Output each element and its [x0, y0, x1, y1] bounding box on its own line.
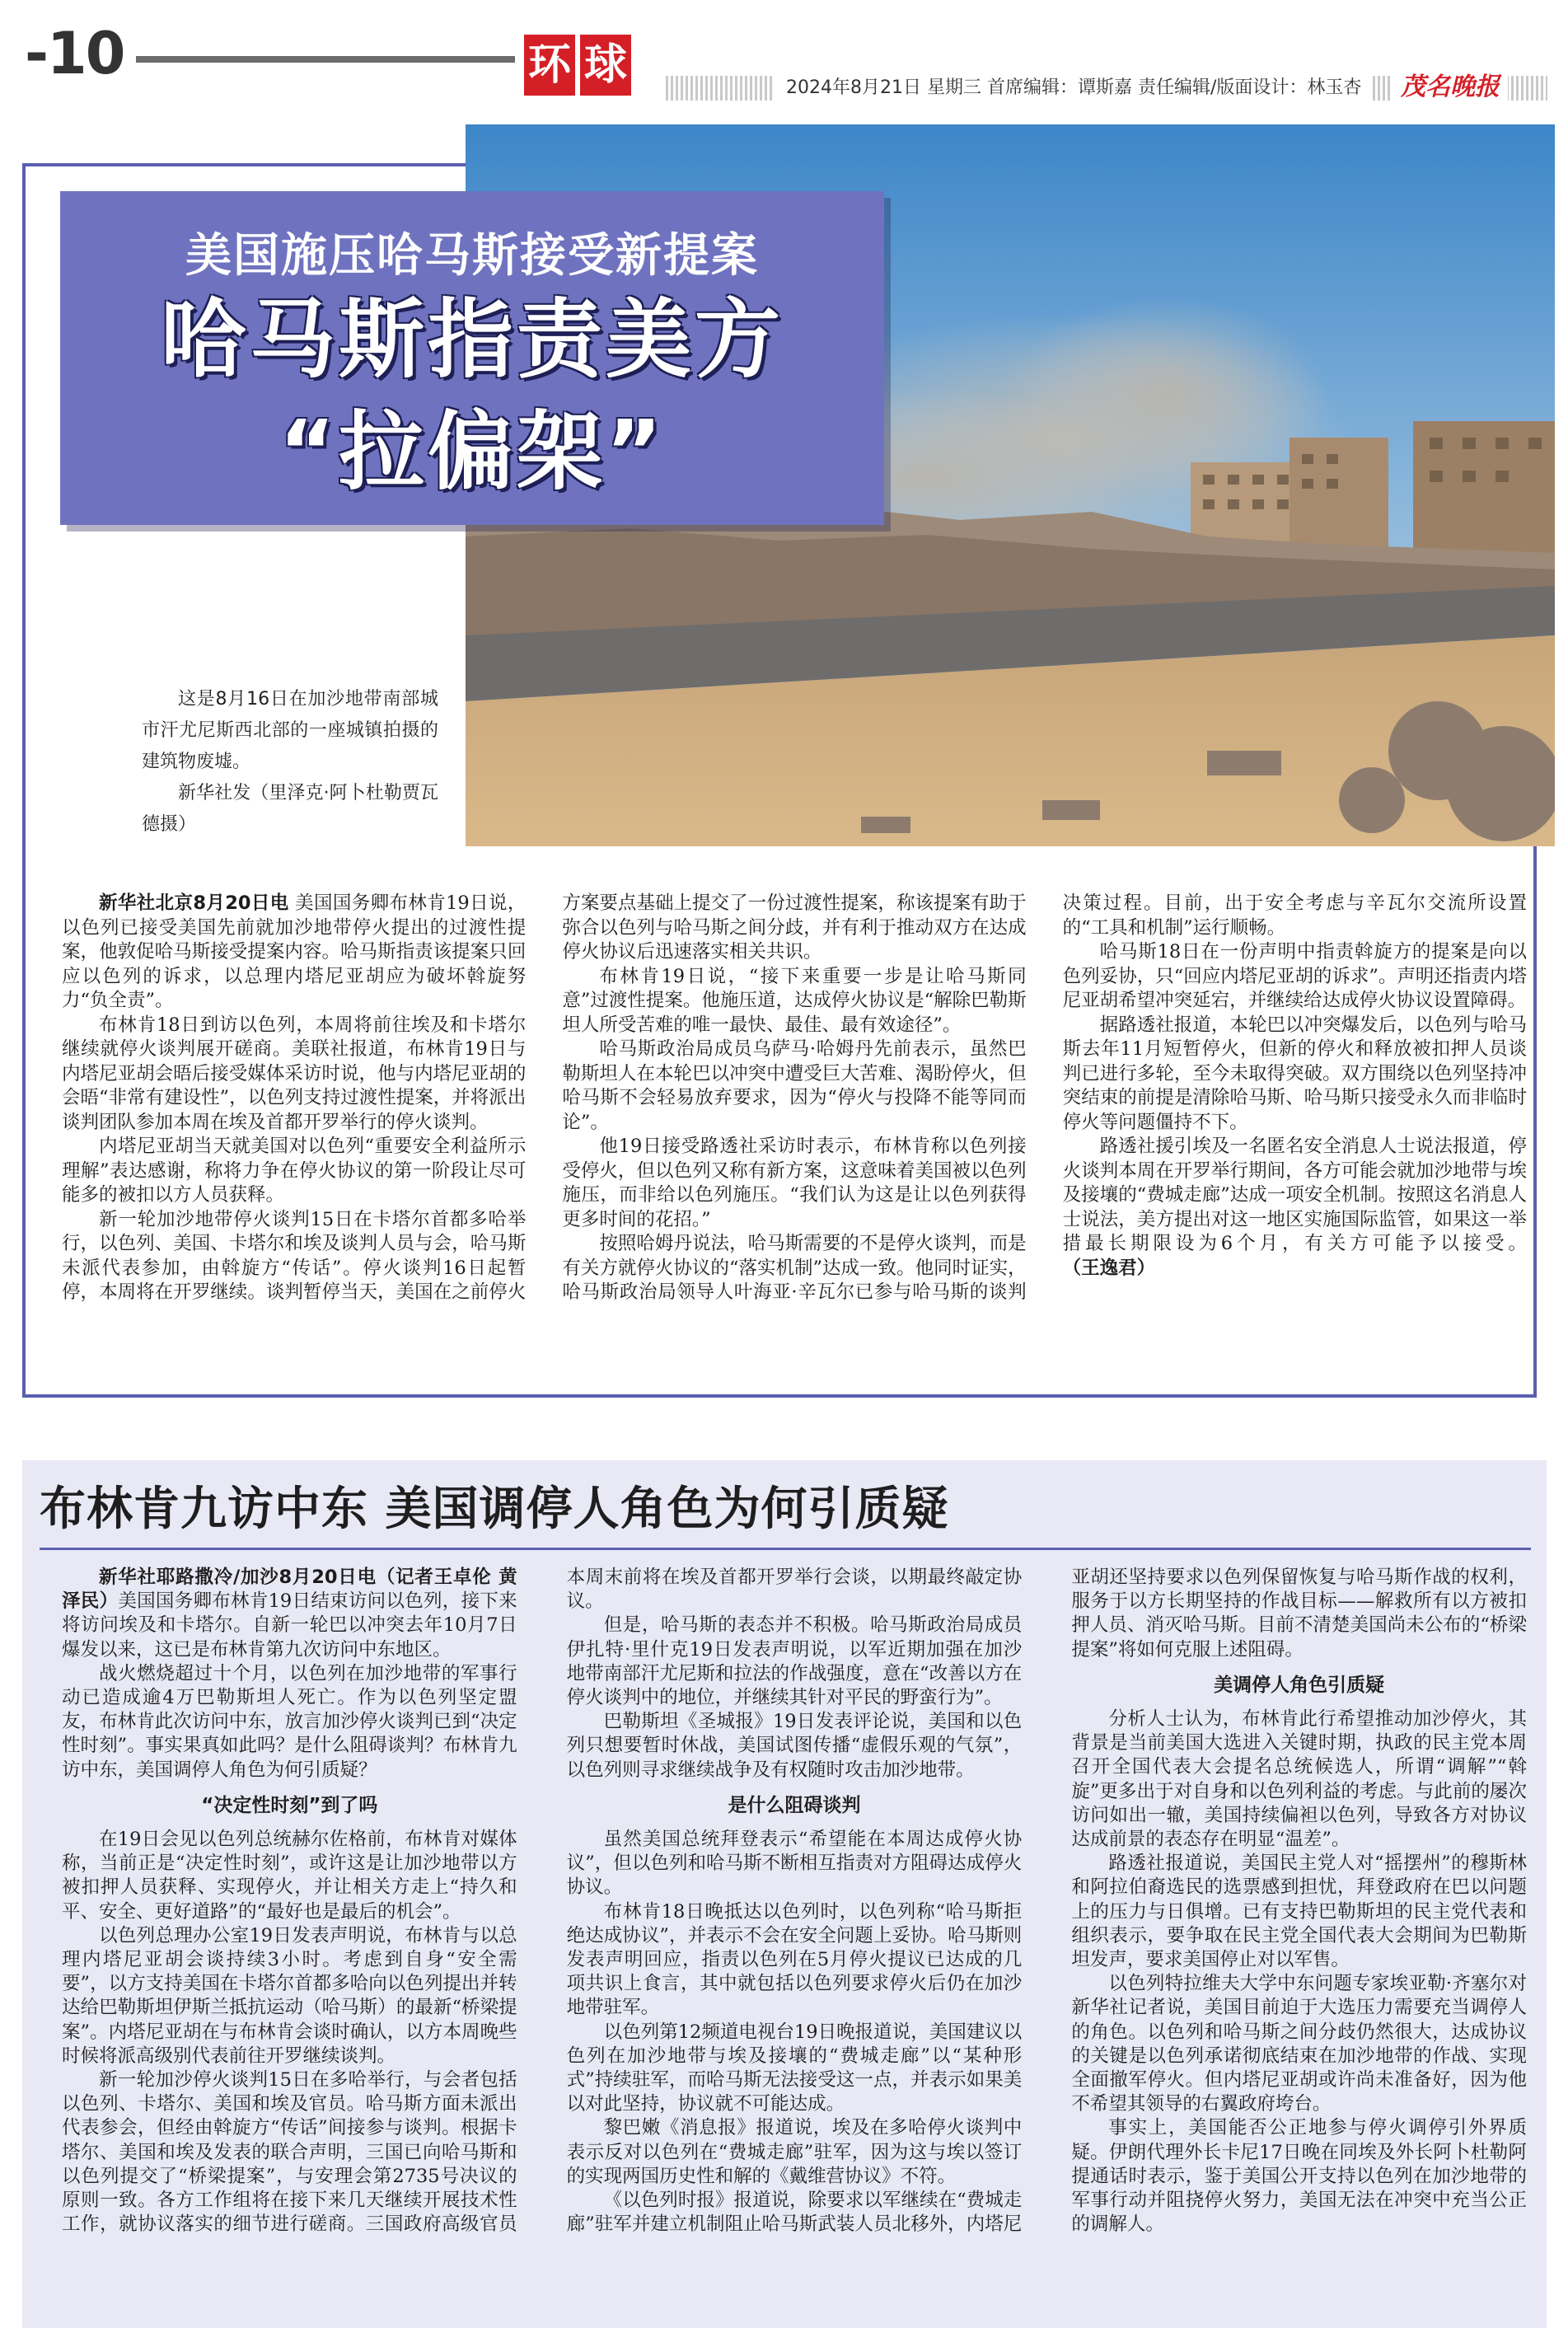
section-char-1: 环 [524, 35, 575, 96]
article1-kicker: 美国施压哈马斯接受新提案 [185, 229, 759, 283]
article2-paragraph: 新一轮加沙停火谈判15日在多哈举行，与会者包括以色列、卡塔尔、美国和埃及官员。哈马斯方面未派出代表参会，但经由斡旋方“传话”间接参与谈判。根据卡塔尔、美国和埃及发表的联合声明，三国已向哈马斯和以色列提交了“桥梁提案”，与安理会第2735号决议的原则一致。各方工作组将在接下来几天继续开展技术性工作，就协议落实的细节进行磋商。三国政府高级官员本周末前将在埃及首都开罗举行会谈，以期最终敲定协议。 [62, 1567, 1023, 2236]
article1-signoff: （王逸君） [1062, 1257, 1156, 1279]
article2-paragraph: 事实上，美国能否公正地参与停火调停引外界质疑。伊朗代理外长卡尼17日晚在同埃及外长阿卜杜勒阿提通话时表示，鉴于美国公开支持以色列在加沙地带的军事行动并阻挠停火努力，美国无法在冲突中充当公正的调解人。 [1071, 2117, 1527, 2236]
article1-headline-line1: 哈马斯指责美方 [160, 289, 784, 390]
article2-paragraph: 新华社耶路撒冷/加沙8月20日电（记者王卓伦 黄泽民）美国国务卿布林肯19日结束访问以色列，接下来将访问埃及和卡塔尔。自新一轮巴以冲突去年10月7日爆发以来，这已是布林肯第九次访问中东地区。 [62, 1567, 517, 1661]
headline-box [60, 191, 884, 525]
subhead-decisive-moment: “决定性时刻”到了吗 [201, 1794, 378, 1816]
article2-paragraph: 但是，哈马斯的表态并不积极。哈马斯政治局成员伊扎特·里什克19日发表声明说，以军近期加强在加沙地带南部汗尤尼斯和拉法的作战强度，意在“改善以方在停火谈判中的地位，并继续其针对平民的野蛮行为”。 [566, 1614, 1023, 1709]
article2-paragraph: 《以色列时报》报道说，除要求以军继续在“费城走廊”驻军并建立机制阻止哈马斯武装人员北移外，内塔尼亚胡还坚持要求以色列保留恢复与哈马斯作战的权利，服务于以方长期坚持的作战目标——解救所有以方被扣押人员、消灭哈马斯。目前不清楚美国尚未公布的“桥梁提案”将如何克服上述阻碍。 [566, 1567, 1527, 2236]
article1-body [62, 892, 1527, 1353]
header-rule [136, 56, 515, 63]
article1-paragraph: 据路透社报道，本轮巴以冲突爆发后，以色列与哈马斯去年11月短暂停火，但新的停火和释放被扣押人员谈判已进行多轮，至今未取得突破。双方围绕以色列坚持冲突结束的前提是清除哈马斯、哈马斯只接受永久而非临时停火等问题僵持不下。 [1062, 1014, 1527, 1133]
article2-rule [40, 1548, 1531, 1550]
article1-paragraph: 他19日接受路透社采访时表示，布林肯称以色列接受停火，但以色列又称有新方案，这意味着美国被以色列施压，而非给以色列施压。“我们认为这是让以色列获得更多时间的花招。” [562, 1136, 1027, 1230]
paper-logo: 茂名晚报 [1392, 71, 1508, 104]
section-char-2: 球 [580, 35, 631, 96]
article2-paragraph: 虽然美国总统拜登表示“希望能在本周达成停火协议”，但以色列和哈马斯不断相互指责对方阻碍达成停火协议。 [566, 1829, 1023, 1899]
article1-paragraph: 布林肯19日说，“接下来重要一步是让哈马斯同意”过渡性提案。他施压道，达成停火协议是“解除巴勒斯坦人所受苦难的唯一最快、最佳、最有效途径”。 [562, 965, 1027, 1036]
caption-text: 这是8月16日在加沙地带南部城市汗尤尼斯西北部的一座城镇拍摄的建筑物废墟。 [142, 689, 438, 772]
subhead-obstacles: 是什么阻碍谈判 [728, 1794, 861, 1816]
article2-paragraph: 分析人士认为，布林肯此行希望推动加沙停火，其背景是当前美国大选进入关键时期，执政的民主党本周召开全国代表大会提名总统候选人，所谓“调解”“斡旋”更多出于对自身和以色列利益的考虑。与此前的屡次访问如出一辙，美国持续偏袒以色列，导致各方对协议达成前景的表态存在明显“温差”。 [1071, 1708, 1527, 1851]
article2-paragraph: 以色列特拉维夫大学中东问题专家埃亚勒·齐塞尔对新华社记者说，美国目前迫于大选压力需要充当调停人的角色。以色列和哈马斯之间分歧仍然很大，达成协议的关键是以色列承诺彻底结束在加沙地带的作战、实现全面撤军停火。但内塔尼亚胡或许尚未准备好，因为他不希望其领导的右翼政府垮台。 [1071, 1973, 1527, 2115]
article2-paragraph: 以色列总理办公室19日发表声明说，布林肯与以总理内塔尼亚胡会谈持续3小时。考虑到自身“安全需要”，以方支持美国在卡塔尔首都多哈向以色列提出并转达给巴勒斯坦伊斯兰抵抗运动（哈马斯）的最新“桥梁提案”。内塔尼亚胡在与布林肯会谈时确认，以方本周晚些时候将派高级别代表前往开罗继续谈判。 [62, 1924, 517, 2067]
article2-dateline: 新华社耶路撒冷/加沙8月20日电（记者王卓伦 黄泽民） [62, 1567, 517, 1613]
article1-headline-line2: “拉偏架” [278, 401, 666, 502]
article2-paragraph: 战火燃烧超过十个月，以色列在加沙地带的军事行动已造成逾4万巴勒斯坦人死亡。作为以色列坚定盟友，布林肯此次访问中东，放言加沙停火谈判已到“决定性时刻”。事实果真如此吗？是什么阻碍谈判？布林肯九访中东，美国调停人角色为何引质疑？ [62, 1662, 517, 1781]
article1-paragraph: 路透社援引埃及一名匿名安全消息人士说法报道，停火谈判本周在开罗举行期间，各方可能会就加沙地带与埃及接壤的“费城走廊”达成一项安全机制。按照这名消息人士说法，美方提出对这一地区实施国际监管，如果这一举措最长期限设为6个月，有关方可能予以接受。（王逸君） [1062, 1136, 1527, 1279]
article2-body [62, 1566, 1527, 2312]
article1-paragraph: 内塔尼亚胡当天就美国对以色列“重要安全利益所示理解”表达感谢，称将力争在停火协议的第一阶段让尽可能多的被扣以方人员获释。 [62, 1136, 527, 1206]
article1-headline [60, 283, 884, 508]
photo-caption [142, 684, 438, 841]
article1-paragraph: 按照哈姆丹说法，哈马斯需要的不是停火谈判，而是有关方就停火协议的“落实机制”达成一致。他同时证实，哈马斯政治局领导人叶海亚·辛瓦尔已参与哈马斯的谈判决策过程。目前，出于安全考虑与辛瓦尔交流所设置的“工具和机制”运行顺畅。 [562, 892, 1527, 1303]
article1-paragraph: 布林肯18日到访以色列，本周将前往埃及和卡塔尔继续就停火谈判展开磋商。美联社报道，布林肯19日与内塔尼亚胡会晤后接受媒体采访时说，他与内塔尼亚胡的会晤“非常有建设性”，以色列支持过渡性提案，并将派出谈判团队参加本周在埃及首都开罗举行的停火谈判。 [62, 1014, 527, 1133]
article1-paragraph: 新华社北京8月20日电 美国国务卿布林肯19日说，以色列已接受美国先前就加沙地带停火提出的过渡性提案，他敦促哈马斯接受提案内容。哈马斯指责该提案只回应以色列的诉求，以总理内塔尼亚胡应为破坏斡旋努力“负全责”。 [62, 892, 527, 1011]
article2-paragraph: 在19日会见以色列总统赫尔佐格前，布林肯对媒体称，当前正是“决定性时刻”，或许这是让加沙地带以方被扣押人员获释、实现停火，并让相关方走上“持久和平、安全、更好道路”的“最好也是最后的机会”。 [62, 1829, 517, 1923]
subhead-mediator-role: 美调停人角色引质疑 [1214, 1674, 1385, 1696]
article2-headline: 布林肯九访中东 美国调停人角色为何引质疑 [40, 1483, 949, 1536]
page-number: -10 [25, 20, 124, 87]
section-label [524, 35, 636, 105]
article1-paragraph: 新一轮加沙地带停火谈判15日在卡塔尔首都多哈举行，以色列、美国、卡塔尔和埃及谈判人员与会，哈马斯未派代表参加，由斡旋方“传话”。停火谈判16日起暂停，本周将在开罗继续。谈判暂停当天，美国在之前停火方案要点基础上提交了一份过渡性提案，称该提案有助于弥合以色列与哈马斯之间分歧，并有利于推动双方在达成停火协议后迅速落实相关共识。 [62, 892, 1027, 1303]
article2-paragraph: 以色列第12频道电视台19日晚报道说，美国建议以色列在加沙地带与埃及接壤的“费城走廊”以“某种形式”持续驻军，而哈马斯无法接受这一点，并表示如果美以对此坚持，协议就不可能达成。 [566, 2021, 1023, 2115]
article1-paragraph: 哈马斯政治局成员乌萨马·哈姆丹先前表示，虽然巴勒斯坦人在本轮巴以冲突中遭受巨大苦难、渴盼停火，但哈马斯不会轻易放弃要求，因为“停火与投降不能等同而论”。 [562, 1038, 1027, 1133]
issue-dateline: 2024年8月21日 星期三 首席编辑：谭斯嘉 责任编辑/版面设计：林玉杏 [775, 76, 1373, 101]
article1-paragraph: 哈马斯18日在一份声明中指责斡旋方的提案是向以色列妥协，只“回应内塔尼亚胡的诉求”。声明还指责内塔尼亚胡希望冲突延宕，并继续给达成停火协议设置障碍。 [1062, 941, 1527, 1011]
article2-paragraph: 布林肯18日晚抵达以色列时，以色列称“哈马斯拒绝达成协议”，并表示不会在安全问题上妥协。哈马斯则发表声明回应，指责以色列在5月停火提议已达成的几项共识上食言，其中就包括以色列要求停火后仍在加沙地带驻军。 [566, 1900, 1023, 2019]
article1-dateline: 新华社北京8月20日电 [99, 892, 289, 914]
article2-paragraph: 黎巴嫩《消息报》报道说，埃及在多哈停火谈判中表示反对以色列在“费城走廊”驻军，因为这与埃以签订的实现两国历史性和解的《戴维营协议》不符。 [566, 2117, 1023, 2187]
article2-paragraph: 巴勒斯坦《圣城报》19日发表评论说，美国和以色列只想要暂时休战，美国试图传播“虚假乐观的气氛”，以色列则寻求继续战争及有权随时攻击加沙地带。 [566, 1711, 1023, 1781]
caption-credit: 新华社发（里泽克·阿卜杜勒贾瓦德摄） [142, 783, 438, 835]
article2-paragraph: 路透社报道说，美国民主党人对“摇摆州”的穆斯林和阿拉伯裔选民的选票感到担忧，拜登政府在巴以问题上的压力与日俱增。已有支持巴勒斯坦的民主党代表和组织表示，要争取在民主党全国代表大会期间为巴勒斯坦发声，要求美国停止对以军售。 [1071, 1853, 1527, 1971]
